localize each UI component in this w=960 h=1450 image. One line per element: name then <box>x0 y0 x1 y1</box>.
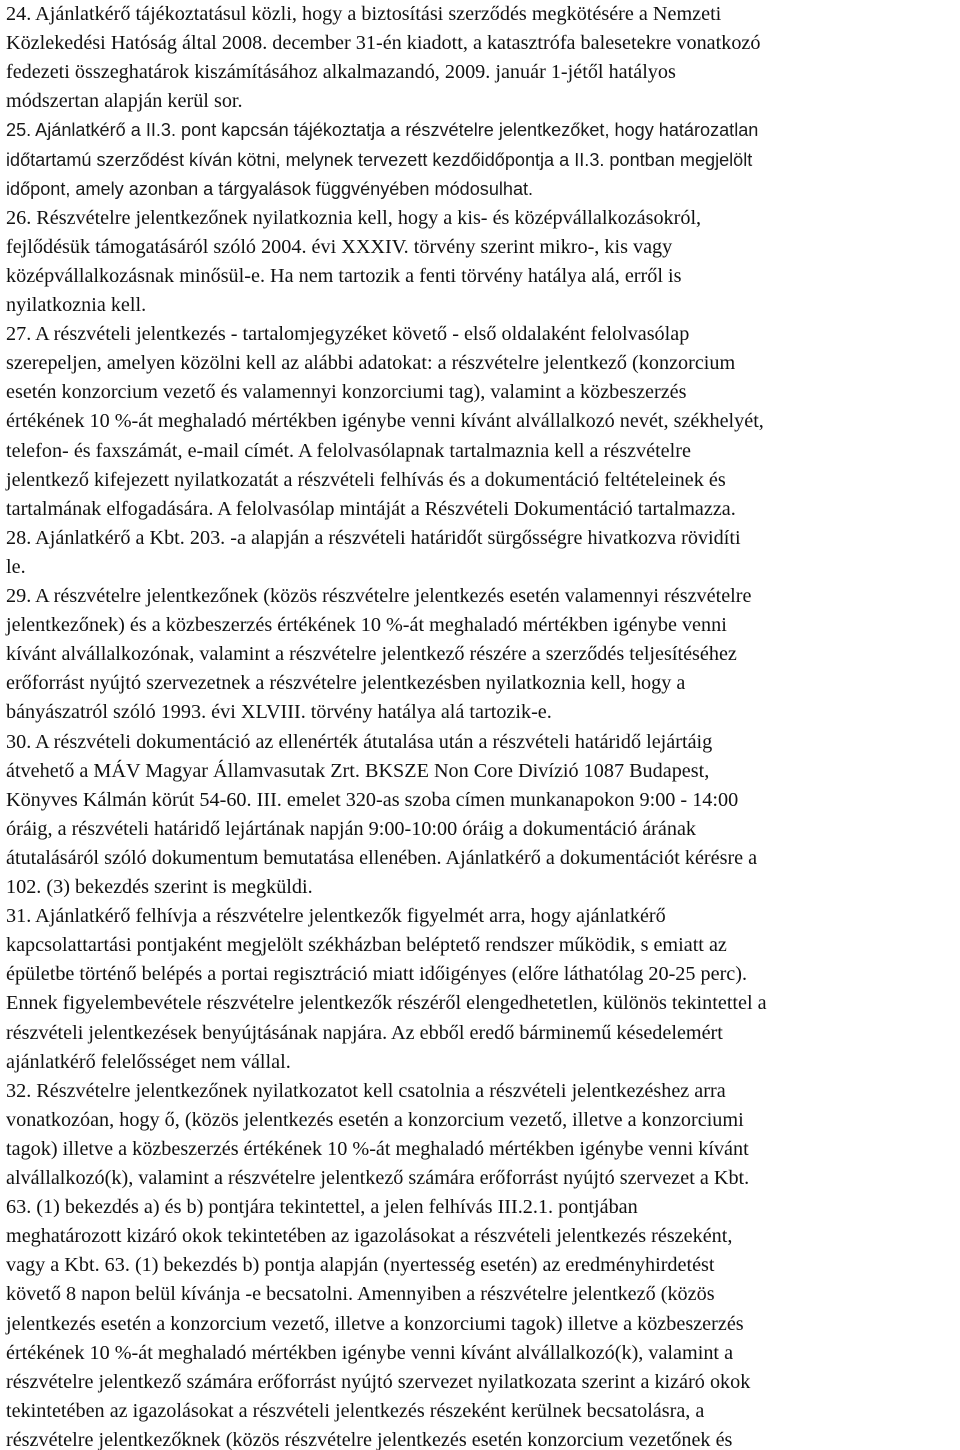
text-line: vonatkozóan, hogy ő, (közös jelentkezés esetén a konzorcium vezető, illetve a konzorciumi <box>6 1108 744 1131</box>
text-line: jelentkezés esetén a konzorcium vezető, illetve a konzorciumi tagok) illetve a közbeszerzés <box>6 1312 744 1335</box>
text-line: értékének 10 %-át meghaladó mértékben igénybe venni kívánt alvállalkozó(k), valamint a <box>6 1341 734 1364</box>
text-line: jelentkező kifejezett nyilatkozatát a részvételi felhívás és a dokumentáció feltételeinek és <box>6 468 726 491</box>
text-line: középvállalkozásnak minősül-e. Ha nem tartozik a fenti törvény hatálya alá, erről is <box>6 264 682 287</box>
text-line: Ennek figyelembevétele részvételre jelentkezők részéről elengedhetetlen, különös tekintettel a <box>6 992 767 1015</box>
text-line: meghatározott kizáró okok tekintetében az igazolásokat a részvételi jelentkezés részeként, <box>6 1225 733 1248</box>
text-line: 30. A részvételi dokumentáció az ellenérték átutalása után a részvételi határidő lejártáig <box>6 730 713 753</box>
text-line: tagok) illetve a közbeszerzés értékének 10 %-át meghaladó mértékben igénybe venni kívánt <box>6 1137 749 1160</box>
text-line: óráig, a részvételi határidő lejártának napján 9:00-10:00 óráig a dokumentáció árának <box>6 817 697 840</box>
text-line: átutalásáról szóló dokumentum bemutatása ellenében. Ajánlatkérő a dokumentációt kérésre a <box>6 846 758 869</box>
text-line: 25. Ajánlatkérő a II.3. pont kapcsán tájékoztatja a részvételre jelentkezőket, hogy határozatlan <box>6 120 759 141</box>
text-line: részvételre jelentkező számára erőforrást nyújtó szervezet nyilatkozata szerint a kizáró okok <box>6 1370 751 1393</box>
text-line: 63. (1) bekezdés a) és b) pontjára tekintettel, a jelen felhívás III.2.1. pontjában <box>6 1196 638 1219</box>
text-line: 29. A részvételre jelentkezőnek (közös részvételre jelentkezés esetén valamennyi részvételre <box>6 585 752 607</box>
text-line: átvehető a MÁV Magyar Államvasutak Zrt. BKSZE Non Core Divízió 1087 Budapest, <box>6 759 710 782</box>
text-line: Könyves Kálmán körút 54-60. III. emelet 320-as szoba címen munkanapokon 9:00 - 14:00 <box>6 788 739 811</box>
text-line: 31. Ajánlatkérő felhívja a részvételre jelentkezők figyelmét arra, hogy ajánlatkérő <box>6 905 666 928</box>
text-line: ajánlatkérő felelősséget nem vállal. <box>6 1050 291 1073</box>
text-line: 27. A részvételi jelentkezés - tartalomjegyzéket követő - első oldalaként felolvasólap <box>6 323 690 346</box>
text-line: tekintetében az igazolásokat a részvételi jelentkezés részeként kerülnek becsatolásra, a <box>6 1399 705 1422</box>
text-line: 28. Ajánlatkérő a Kbt. 203. -a alapján a részvételi határidőt sürgősségre hivatkozva rövidíti <box>6 526 741 549</box>
text-line: nyilatkoznia kell. <box>6 294 147 316</box>
text-line: időtartamú szerződést kíván kötni, melynek tervezett kezdőidőpontja a II.3. pontban megjelölt <box>6 149 753 170</box>
text-line: 32. Részvételre jelentkezőnek nyilatkozatot kell csatolnia a részvételi jelentkezéshez arra <box>6 1079 726 1102</box>
text-line: vagy a Kbt. 63. (1) bekezdés b) pontja alapján (nyertesség esetén) az eredményhirdetést <box>6 1254 715 1277</box>
text-line: jelentkezőnek) és a közbeszerzés értékének 10 %-át meghaladó mértékben igénybe venni <box>6 614 727 637</box>
text-line: 24. Ajánlatkérő tájékoztatásul közli, hogy a biztosítási szerződés megkötésére a Nemzeti <box>6 3 722 25</box>
text-line: bányászatról szóló 1993. évi XLVIII. törvény hatálya alá tartozik-e. <box>6 701 552 724</box>
text-line: módszertan alapján kerül sor. <box>6 90 243 113</box>
text-line: értékének 10 %-át meghaladó mértékben igénybe venni kívánt alvállalkozó nevét, székhelyét, <box>6 410 764 433</box>
text-line: 102. (3) bekezdés szerint is megküldi. <box>6 876 313 898</box>
text-line: alvállalkozó(k), valamint a részvételre jelentkező számára erőforrást nyújtó szervezet a Kbt. <box>6 1167 750 1189</box>
text-line: le. <box>6 555 26 578</box>
text-line: időpont, amely azonban a tárgyalások függvényében módosulhat. <box>6 178 534 199</box>
text-line: részvételre jelentkezőknek (közös részvételre jelentkezés esetén konzorcium vezetőnek és <box>6 1428 733 1450</box>
text-line: kapcsolattartási pontjaként megjelölt székházban beléptető rendszer működik, s emiatt az <box>6 934 727 957</box>
text-line: épületbe történő belépés a portai regisztráció miatt időigényes (előre láthatólag 20-25 perc). <box>6 963 748 986</box>
text-line: szerepeljen, amelyen közölni kell az alábbi adatokat: a részvételre jelentkező (konzorcium <box>6 352 736 375</box>
text-line: esetén konzorcium vezető és valamennyi konzorciumi tag), valamint a közbeszerzés <box>6 381 687 404</box>
text-line: 26. Részvételre jelentkezőnek nyilatkoznia kell, hogy a kis- és középvállalkozásokról, <box>6 206 702 229</box>
text-line: fedezeti összeghatárok kiszámításához alkalmazandó, 2009. január 1-jétől hatályos <box>6 61 676 84</box>
text-line: telefon- és faxszámát, e-mail címét. A felolvasólapnak tartalmaznia kell a részvételre <box>6 439 691 462</box>
text-line: tartalmának elfogadására. A felolvasólap mintáját a Részvételi Dokumentáció tartalmazza. <box>6 497 736 520</box>
text-line: erőforrást nyújtó szervezetnek a részvételre jelentkezésben nyilatkoznia kell, hogy a <box>6 672 686 695</box>
text-line: részvételi jelentkezések benyújtásának napjára. Az ebből eredő bárminemű késedelemért <box>6 1021 723 1044</box>
text-line: kívánt alvállalkozónak, valamint a részvételre jelentkező részére a szerződés teljesítéséhez <box>6 643 737 666</box>
text-line: követő 8 napon belül kívánja -e becsatolni. Amennyiben a részvételre jelentkező (közös <box>6 1283 715 1306</box>
text-line: fejlődésük támogatásáról szóló 2004. évi XXXIV. törvény szerint mikro-, kis vagy <box>6 235 673 258</box>
text-line: Közlekedési Hatóság által 2008. december 31-én kiadott, a katasztrófa balesetekre vonatkozó <box>6 32 761 55</box>
